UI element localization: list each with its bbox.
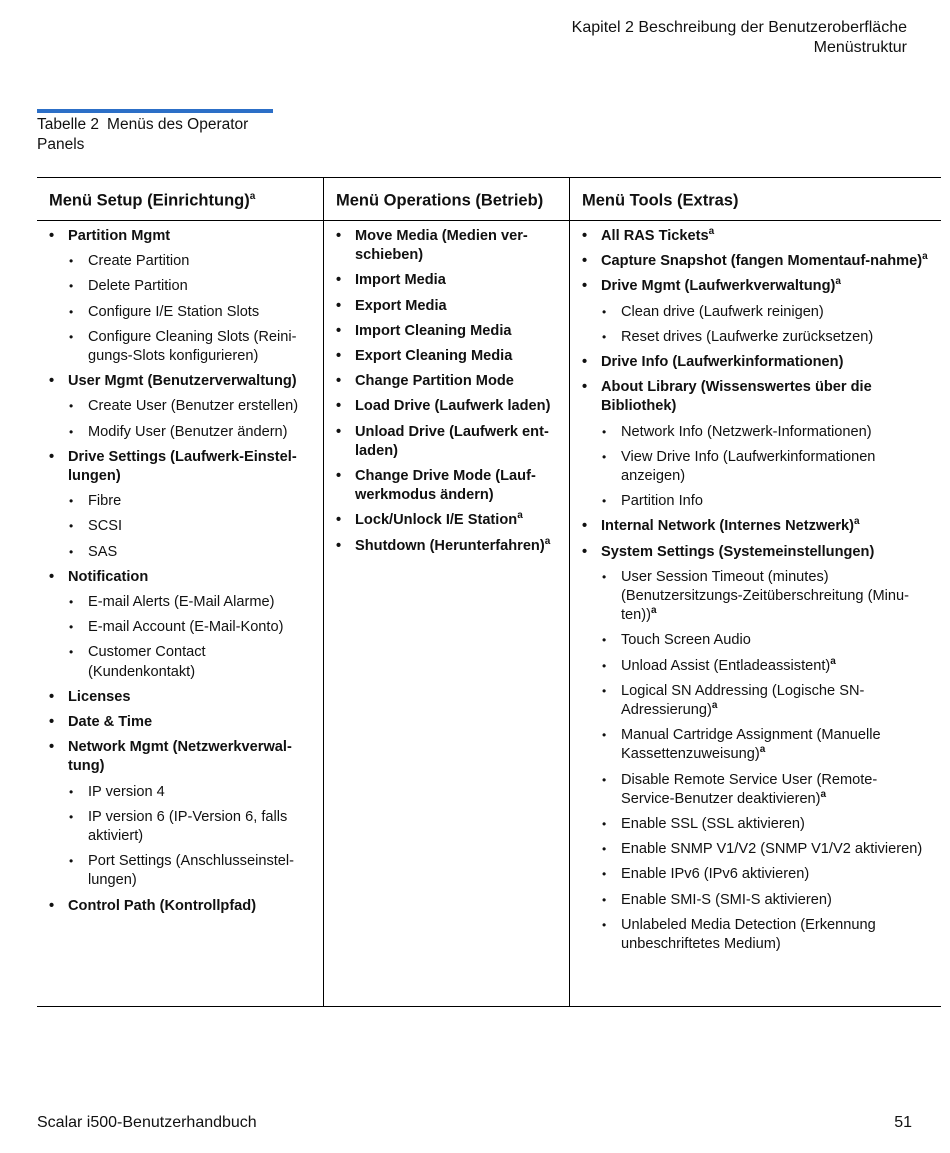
column-header-operations — [336, 187, 566, 211]
menu-item-label: Modify User (Benutzer ändern) — [88, 423, 288, 440]
menu-item-label: Enable SNMP V1/V2 (SNMP V1/V2 aktivieren) — [621, 841, 923, 858]
footnote-marker: a — [708, 226, 715, 238]
menu-item-label: Control Path (Kontrollpfad) — [68, 897, 257, 914]
menu-item-label: Drive Info (Laufwerkinformationen) — [601, 354, 844, 371]
menu-item-label: User Session Timeout (minutes) (Benutzersitzungs-Zeitüberschreitung (Minu-ten)) — [621, 568, 909, 624]
menu-item-label: Manual Cartridge Assignment (Manuelle Kassettenzuweisung) — [621, 727, 881, 763]
table-bottom-rule — [37, 1006, 941, 1007]
menu-item-label: Delete Partition — [88, 278, 188, 295]
submenu-item — [580, 492, 930, 511]
menu-item-label: Shutdown (Herunterfahren) — [355, 537, 545, 554]
operations-menu-column — [334, 227, 562, 562]
footnote-marker: a — [711, 700, 718, 712]
submenu-item — [580, 682, 930, 720]
menu-item-label: Drive Mgmt (Laufwerkverwaltung) — [601, 278, 836, 295]
column-header-text: Menü Operations (Betrieb) — [336, 191, 544, 210]
menu-item-label: Notification — [68, 568, 149, 585]
caption-rule — [37, 109, 273, 113]
column-header-setup — [49, 187, 319, 211]
submenu-item — [580, 631, 930, 650]
menu-item-label: Change Partition Mode — [355, 373, 514, 390]
menu-item-label: Create Partition — [88, 253, 190, 270]
submenu-item — [47, 852, 309, 890]
setup-menu-column — [47, 227, 309, 922]
submenu-item — [47, 618, 309, 637]
running-header — [572, 18, 907, 58]
operations-menu-list — [334, 227, 562, 556]
footnote-marker: a — [759, 744, 766, 756]
menu-item-label: Touch Screen Audio — [621, 632, 751, 649]
footnote-marker: a — [517, 510, 523, 522]
header-chapter: Kapitel 2 Beschreibung der Benutzeroberfläche — [571, 19, 907, 36]
submenu-item — [580, 657, 930, 676]
menu-item-label: Import Media — [355, 272, 446, 289]
submenu-item — [47, 593, 309, 612]
table-top-rule — [37, 177, 941, 178]
menu-item-label: Reset drives (Laufwerke zurücksetzen) — [621, 328, 874, 345]
column-header-tools — [582, 187, 932, 211]
menu-item-label: Partition Info — [621, 493, 703, 510]
column-header-text: Menü Setup (Einrichtung) — [49, 191, 250, 210]
submenu-item — [47, 423, 309, 442]
footer-title: Scalar i500-Benutzerhandbuch — [37, 1114, 257, 1131]
submenu-item — [47, 252, 309, 271]
footnote-marker: a — [922, 251, 928, 263]
menu-item-label: Unload Assist (Entladeassistent) — [621, 657, 831, 674]
table-caption — [37, 115, 277, 155]
submenu-item — [580, 568, 930, 626]
menu-item — [47, 897, 309, 916]
menu-item-label: Port Settings (Anschlusseinstel-lungen) — [88, 853, 295, 889]
submenu-item — [580, 916, 930, 954]
submenu-item — [580, 815, 930, 834]
menu-item — [334, 271, 562, 290]
submenu-item — [47, 492, 309, 511]
menu-item-label: E-mail Alerts (E-Mail Alarme) — [88, 594, 275, 611]
menu-item — [334, 537, 562, 556]
menu-item — [334, 467, 562, 505]
column-header-text: Menü Tools (Extras) — [582, 191, 739, 210]
menu-item-label: Capture Snapshot (fangen Momentauf-nahme) — [601, 253, 923, 270]
footnote-marker: a — [835, 276, 841, 288]
menu-item-label: SCSI — [88, 518, 123, 535]
menu-item-label: Licenses — [68, 688, 131, 705]
submenu-item — [47, 808, 309, 846]
menu-item-label: System Settings (Systemeinstellungen) — [601, 543, 875, 560]
menu-item-label: Lock/Unlock I/E Station — [355, 512, 518, 529]
menu-item — [334, 322, 562, 341]
submenu-item — [580, 771, 930, 809]
menu-item-label: Enable SSL (SSL aktivieren) — [621, 816, 805, 833]
page-number: 51 — [894, 1114, 912, 1131]
column-divider — [569, 177, 570, 1007]
menu-item-label: E-mail Account (E-Mail-Konto) — [88, 619, 284, 636]
menu-item-label: Customer Contact (Kundenkontakt) — [88, 644, 206, 680]
submenu-item — [580, 840, 930, 859]
footnote-marker: a — [651, 605, 657, 617]
submenu-item — [580, 303, 930, 322]
menu-item-label: Enable IPv6 (IPv6 aktivieren) — [621, 866, 810, 883]
footnote-marker: a — [249, 191, 256, 202]
submenu-item — [580, 328, 930, 347]
menu-item — [334, 297, 562, 316]
menu-item — [580, 543, 930, 562]
header-section: Menüstruktur — [813, 39, 907, 56]
menu-item-label: SAS — [88, 543, 118, 560]
submenu-item — [47, 783, 309, 802]
submenu-item — [47, 643, 309, 681]
menu-item-label: Enable SMI-S (SMI-S aktivieren) — [621, 891, 832, 908]
submenu-item — [580, 891, 930, 910]
column-divider — [323, 177, 324, 1007]
footnote-marker: a — [830, 655, 836, 667]
menu-item-label: Unlabeled Media Detection (Erkennung unbeschriftetes Medium) — [621, 916, 876, 953]
menu-item-label: IP version 6 (IP-Version 6, falls aktiviert) — [88, 808, 288, 845]
header-rule — [37, 220, 941, 221]
menu-item-label: Drive Settings (Laufwerk-Einstel-lungen) — [68, 448, 297, 485]
menu-item — [47, 738, 309, 776]
tools-menu-column — [580, 227, 930, 960]
menu-item-label: Logical SN Addressing (Logische SN-Adressierung) — [621, 682, 865, 719]
submenu-item — [580, 726, 930, 764]
menu-item-label: Internal Network (Internes Netzwerk) — [601, 518, 855, 535]
menu-item — [334, 397, 562, 416]
menu-item-label: Network Info (Netzwerk-Informationen) — [621, 423, 872, 440]
menu-item-label: Date & Time — [68, 714, 153, 731]
menu-item — [47, 448, 309, 486]
menu-item-label: Unload Drive (Laufwerk ent-laden) — [355, 423, 549, 459]
menu-item-label: Configure I/E Station Slots — [88, 303, 260, 320]
menu-item-label: About Library (Wissenswertes über die Bibliothek) — [601, 379, 872, 415]
menu-item-label: Create User (Benutzer erstellen) — [88, 398, 299, 415]
menu-item — [580, 353, 930, 372]
menu-item — [47, 372, 309, 391]
submenu-item — [47, 303, 309, 322]
menu-item-label: Export Cleaning Media — [355, 348, 513, 365]
menu-item — [580, 227, 930, 246]
submenu-item — [47, 543, 309, 562]
menu-item-label: Configure Cleaning Slots (Reini-gungs-Slots konfigurieren) — [88, 328, 297, 365]
menu-item — [580, 378, 930, 416]
menu-item — [334, 227, 562, 265]
menu-item — [580, 517, 930, 536]
menu-item-label: IP version 4 — [88, 783, 165, 800]
menu-item — [334, 347, 562, 366]
caption-label: Tabelle 2 — [37, 116, 100, 133]
menu-item — [47, 227, 309, 246]
footnote-marker: a — [544, 535, 551, 547]
menu-item-label: Fibre — [88, 493, 122, 510]
menu-item — [47, 688, 309, 707]
footnote-marker: a — [820, 789, 827, 801]
menu-item-label: Partition Mgmt — [68, 228, 171, 244]
menu-item-label: Network Mgmt (Netzwerkverwal-tung) — [68, 739, 292, 775]
submenu-item — [47, 397, 309, 416]
menu-item-label: User Mgmt (Benutzerverwaltung) — [68, 373, 297, 390]
menu-item — [47, 713, 309, 732]
menu-item — [334, 423, 562, 461]
submenu-item — [580, 448, 930, 486]
submenu-item — [47, 517, 309, 536]
caption-text: Menüs des Operator Panels — [37, 116, 249, 153]
menu-item-label: Export Media — [355, 297, 447, 314]
menu-item-label: View Drive Info (Laufwerkinformationen anzeigen) — [621, 448, 876, 485]
menu-item — [580, 252, 930, 271]
menu-item — [580, 277, 930, 296]
menu-item-label: Import Cleaning Media — [355, 322, 512, 339]
menu-item — [334, 372, 562, 391]
submenu-item — [580, 423, 930, 442]
menu-item-label: Change Drive Mode (Lauf-werkmodus ändern) — [355, 468, 536, 504]
menu-item-label: Clean drive (Laufwerk reinigen) — [621, 303, 824, 320]
footnote-marker: a — [854, 516, 860, 528]
menu-item — [47, 568, 309, 587]
menu-item — [334, 511, 562, 530]
menu-item-label: Load Drive (Laufwerk laden) — [355, 398, 551, 415]
menu-table — [37, 177, 941, 1007]
menu-item-label: Move Media (Medien ver-schieben) — [355, 228, 528, 264]
menu-item-label: All RAS Tickets — [601, 228, 709, 244]
submenu-item — [47, 277, 309, 296]
setup-menu-list — [47, 227, 309, 916]
submenu-item — [580, 865, 930, 884]
submenu-item — [47, 328, 309, 366]
menu-item-label: Disable Remote Service User (Remote-Service-Benutzer deaktivieren) — [621, 771, 878, 807]
tools-menu-list — [580, 227, 930, 954]
